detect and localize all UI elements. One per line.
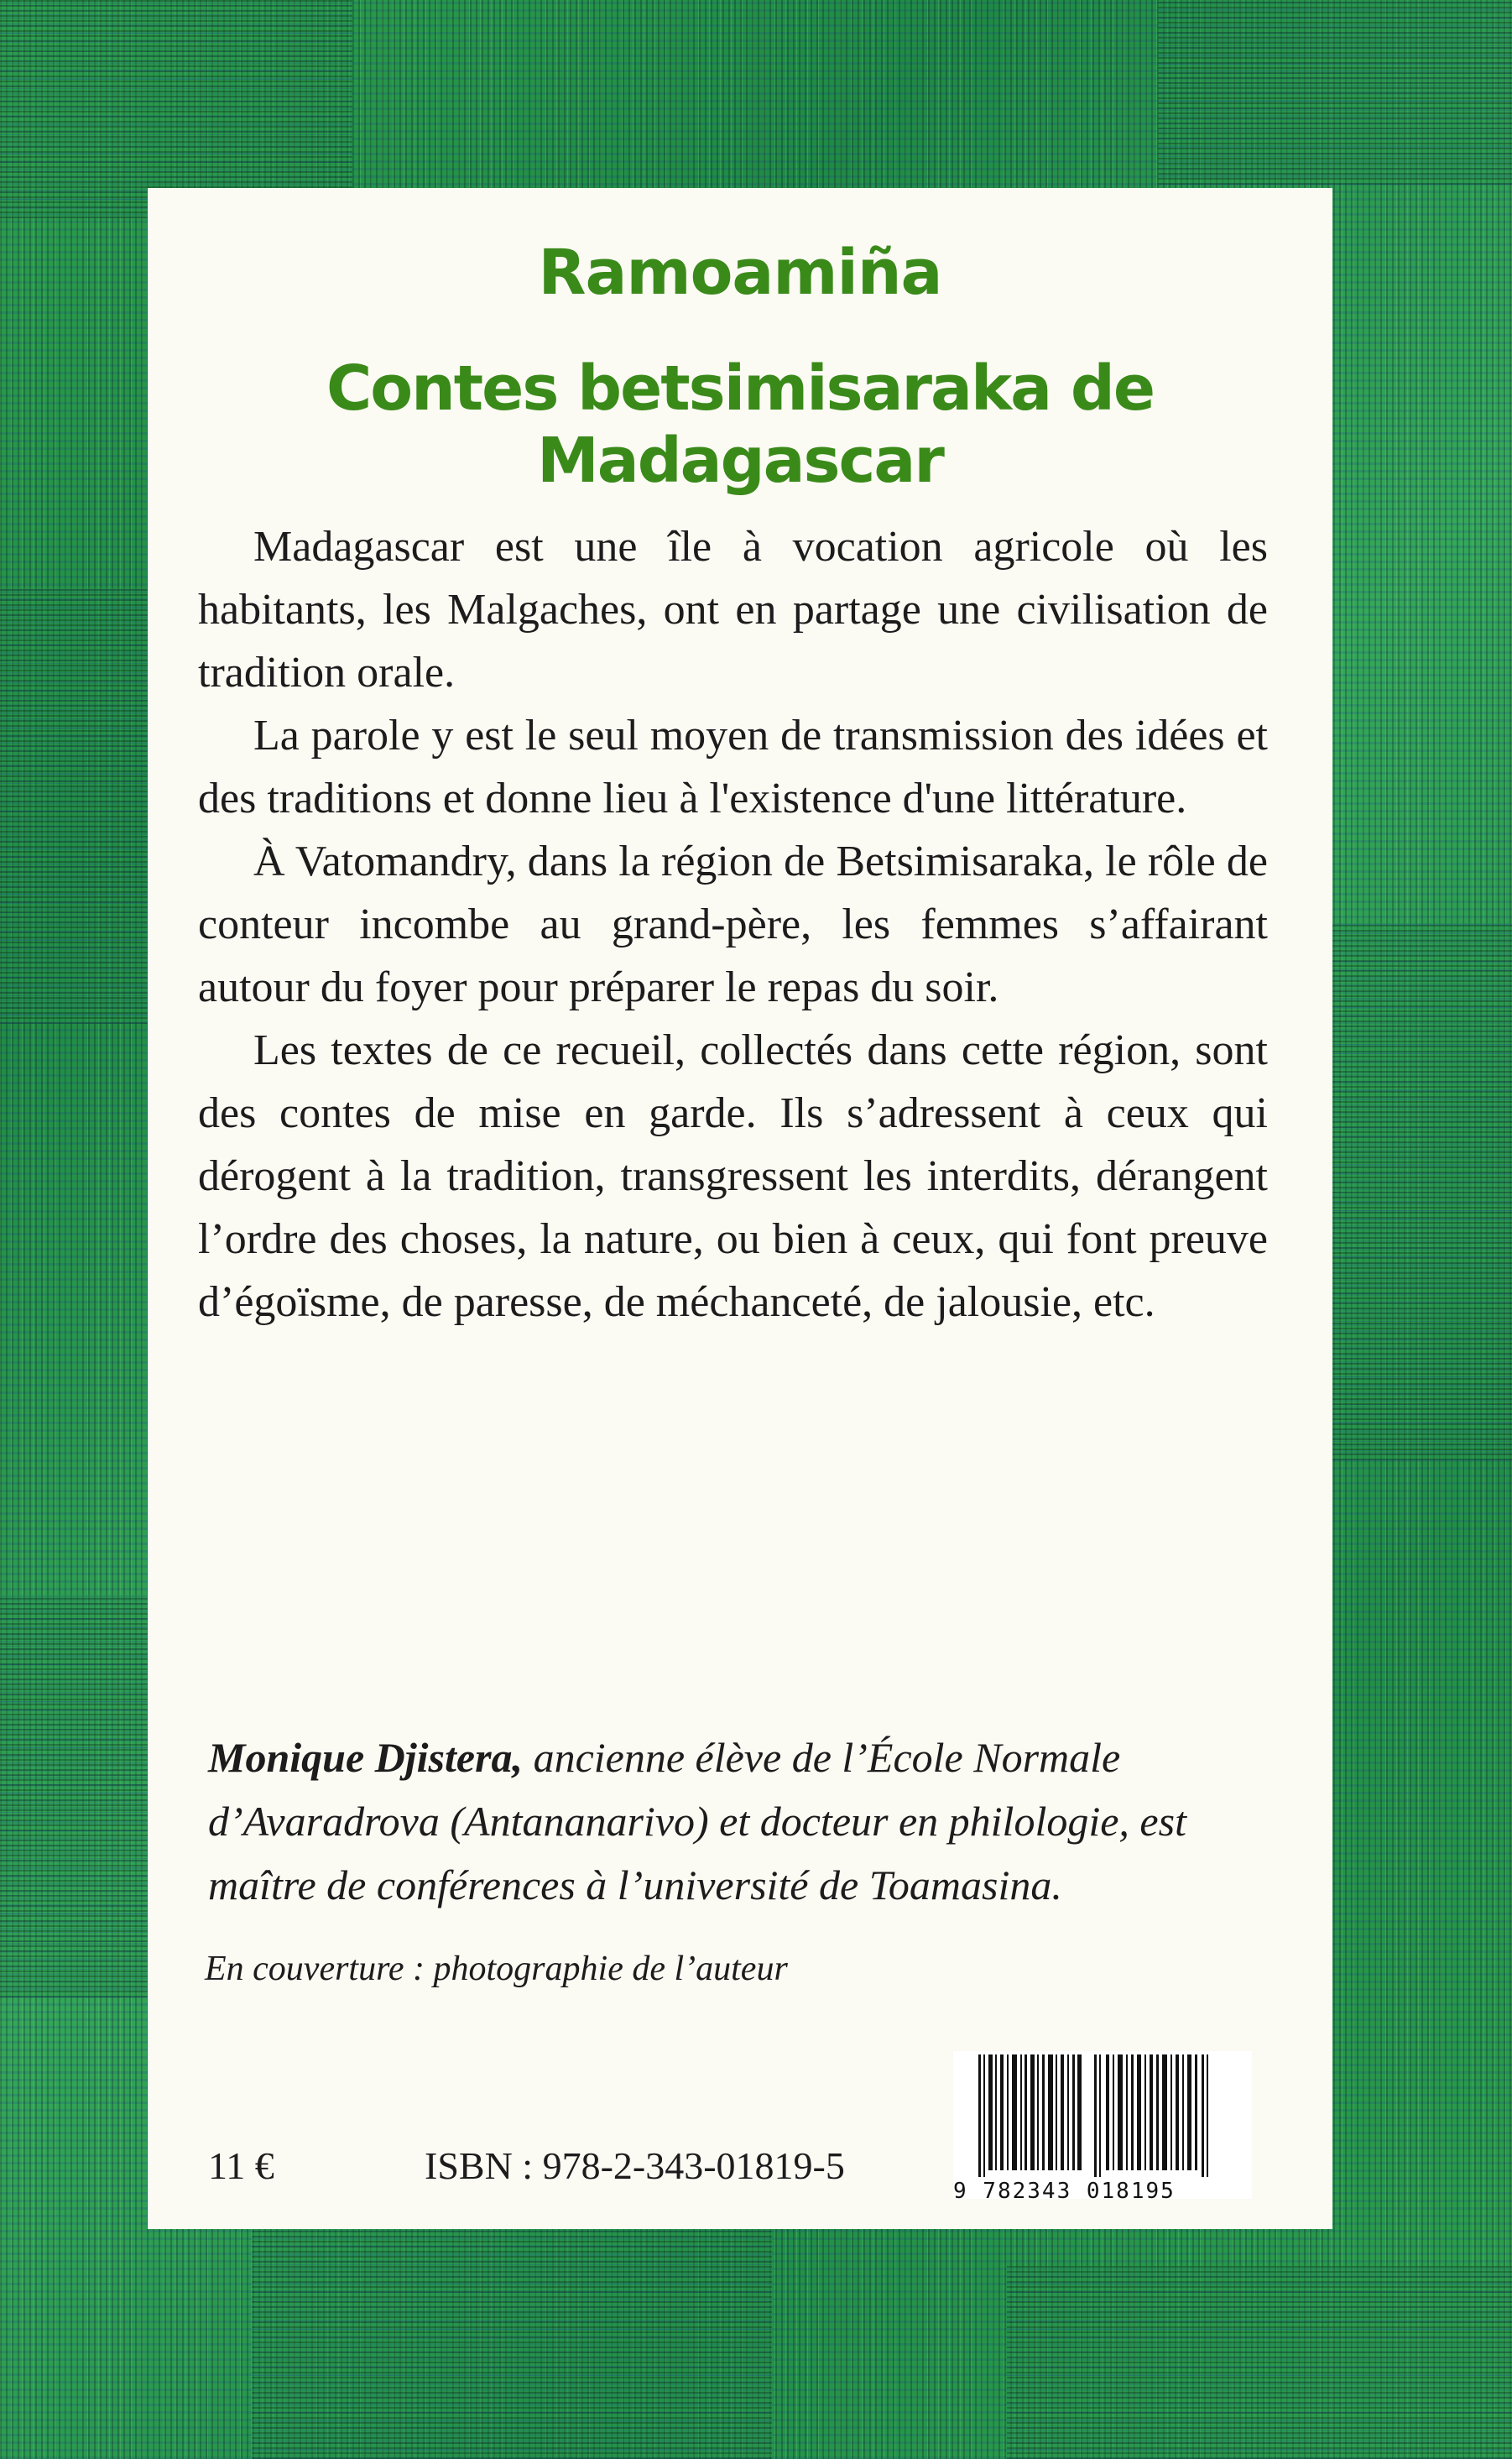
fabric-patch: [1007, 2266, 1512, 2459]
back-cover-panel: [148, 188, 1332, 2229]
blurb-paragraph: La parole y est le seul moyen de transmission des idées et des traditions et donne lieu à l'existence d'une littérature.: [198, 712, 1268, 822]
fabric-patch: [1332, 923, 1512, 1460]
blurb-paragraph: Madagascar est une île à vocation agricole où les habitants, les Malgaches, ont en partage une civilisation de tradition orale.: [198, 523, 1268, 697]
blurb-paragraph: Les textes de ce recueil, collectés dans cette région, sont des contes de mise en garde. Ils s’adressent à ceux qui dérogent à la tradition, transgressent les interdits, dérangent l’ordre des choses, la nature, ou bien à ceux, qui font preuve d’égoïsme, de paresse, de méchanceté, de jalousie, etc.: [198, 1026, 1268, 1326]
blurb: [198, 515, 1268, 1334]
cover-credit: En couverture : photographie de l’auteur: [205, 1950, 788, 1988]
author-name: Monique Djistera,: [208, 1734, 524, 1781]
fabric-patch: [0, 1595, 148, 1997]
book-subtitle: Contes betsimisaraka de Madagascar: [326, 352, 1155, 497]
author-bio: [208, 1725, 1290, 1917]
book-title: Ramoamiña: [538, 237, 942, 309]
barcode: [953, 2051, 1252, 2204]
price: 11 €: [208, 2144, 274, 2187]
barcode-bars: [953, 2051, 1252, 2177]
author-description: ancienne élève de l’École Normale d’Avaradrova (Antananarivo) et docteur en philologie, est maître de conférences à l’université de Toamasina.: [208, 1734, 1186, 1908]
fabric-patch: [0, 587, 148, 1024]
fabric-patch: [1158, 0, 1512, 185]
blurb-paragraph: À Vatomandry, dans la région de Betsimisaraka, le rôle de conteur incombe au grand-père, les femmes s’affairant autour du foyer pour préparer le repas du soir.: [198, 838, 1268, 1011]
fabric-patch: [252, 2229, 772, 2459]
fabric-patch: [0, 0, 352, 218]
isbn: ISBN : 978-2-343-01819-5: [425, 2144, 845, 2187]
barcode-digits: 9 782343 018195: [953, 2179, 1176, 2204]
